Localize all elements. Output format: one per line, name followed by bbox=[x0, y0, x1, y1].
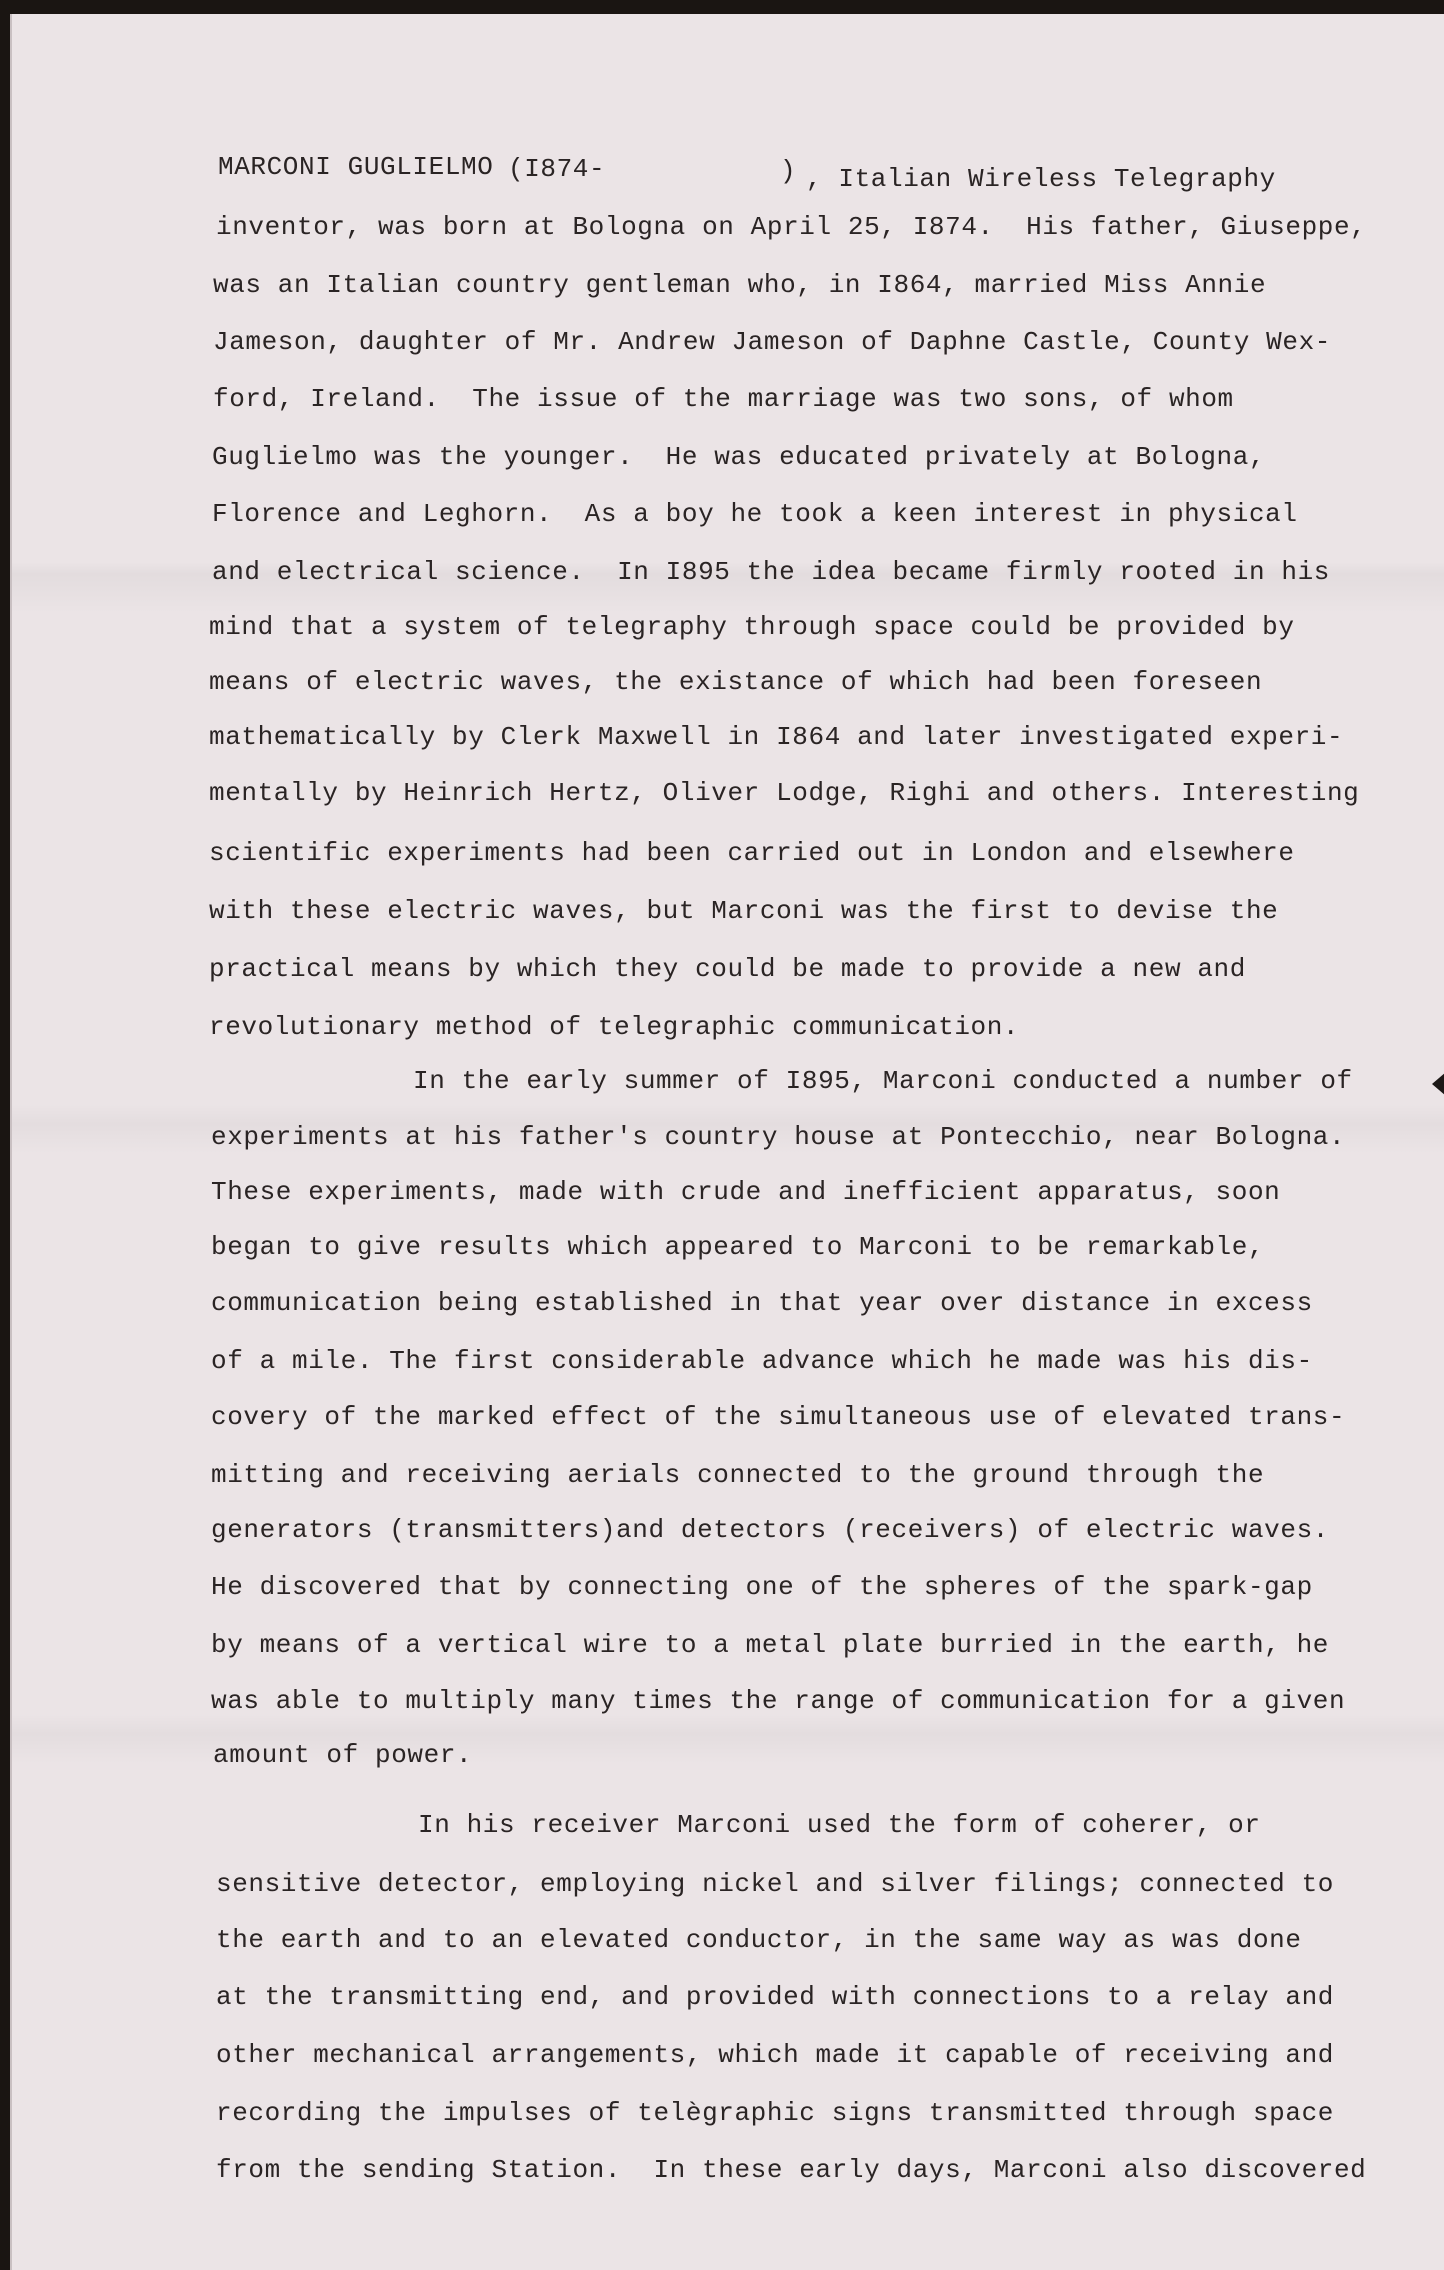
paragraph-indent-line: In the early summer of I895, Marconi conducted a number of bbox=[413, 1066, 1353, 1096]
text-line: mathematically by Clerk Maxwell in I864 and later investigated experi- bbox=[209, 722, 1344, 752]
text-line: recording the impulses of telègraphic signs transmitted through space bbox=[216, 2098, 1334, 2128]
text-line: These experiments, made with crude and inefficient apparatus, soon bbox=[211, 1177, 1281, 1207]
text-line: communication being established in that year over distance in excess bbox=[211, 1288, 1313, 1318]
text-line: began to give results which appeared to Marconi to be remarkable, bbox=[211, 1232, 1265, 1262]
heading-dates-open: (I874- bbox=[508, 154, 606, 184]
text-line: scientific experiments had been carried out in London and elsewhere bbox=[209, 838, 1295, 868]
text-line: generators (transmitters)and detectors (receivers) of electric waves. bbox=[211, 1515, 1329, 1545]
text-line: mentally by Heinrich Hertz, Oliver Lodge, Righi and others. Interesting bbox=[209, 778, 1360, 808]
paragraph-indent-line: In his receiver Marconi used the form of coherer, or bbox=[418, 1810, 1261, 1840]
text-line: the earth and to an elevated conductor, in the same way as was done bbox=[216, 1925, 1302, 1955]
text-line: means of electric waves, the existance of which had been foreseen bbox=[209, 667, 1263, 697]
heading-name: MARCONI GUGLIELMO bbox=[218, 152, 494, 182]
text-line: other mechanical arrangements, which made it capable of receiving and bbox=[216, 2040, 1334, 2070]
text-line: He discovered that by connecting one of the spheres of the spark-gap bbox=[211, 1572, 1313, 1602]
text-line: with these electric waves, but Marconi was the first to devise the bbox=[209, 896, 1279, 926]
text-line: sensitive detector, employing nickel and silver filings; connected to bbox=[216, 1869, 1334, 1899]
text-line: Florence and Leghorn. As a boy he took a keen interest in physical bbox=[212, 499, 1298, 529]
text-line: covery of the marked effect of the simultaneous use of elevated trans- bbox=[211, 1402, 1346, 1432]
text-line: experiments at his father's country house at Pontecchio, near Bologna. bbox=[211, 1122, 1346, 1152]
text-line: at the transmitting end, and provided with connections to a relay and bbox=[216, 1982, 1334, 2012]
heading-rest: , Italian Wireless Telegraphy bbox=[806, 164, 1276, 194]
text-line: inventor, was born at Bologna on April 25, I874. His father, Giuseppe, bbox=[216, 212, 1367, 242]
text-line: Jameson, daughter of Mr. Andrew Jameson of Daphne Castle, County Wex- bbox=[213, 327, 1331, 357]
text-line: was able to multiply many times the range of communication for a given bbox=[211, 1686, 1346, 1716]
text-line: Guglielmo was the younger. He was educated privately at Bologna, bbox=[212, 442, 1266, 472]
heading-dates-close: ) bbox=[780, 156, 797, 186]
page-edge-marker bbox=[1432, 1072, 1444, 1096]
text-line: was an Italian country gentleman who, in I864, married Miss Annie bbox=[213, 270, 1267, 300]
text-line: mitting and receiving aerials connected to the ground through the bbox=[211, 1460, 1265, 1490]
text-line: from the sending Station. In these early days, Marconi also discovered bbox=[216, 2155, 1367, 2185]
text-line: practical means by which they could be made to provide a new and bbox=[209, 954, 1246, 984]
text-line: of a mile. The first considerable advance which he made was his dis- bbox=[211, 1346, 1313, 1376]
text-line: amount of power. bbox=[213, 1740, 473, 1770]
text-line: revolutionary method of telegraphic communication. bbox=[209, 1012, 1020, 1042]
text-line: and electrical science. In I895 the idea became firmly rooted in his bbox=[212, 557, 1330, 587]
text-line: mind that a system of telegraphy through space could be provided by bbox=[209, 612, 1295, 642]
text-line: by means of a vertical wire to a metal plate burried in the earth, he bbox=[211, 1630, 1329, 1660]
text-line: ford, Ireland. The issue of the marriage was two sons, of whom bbox=[213, 384, 1234, 414]
